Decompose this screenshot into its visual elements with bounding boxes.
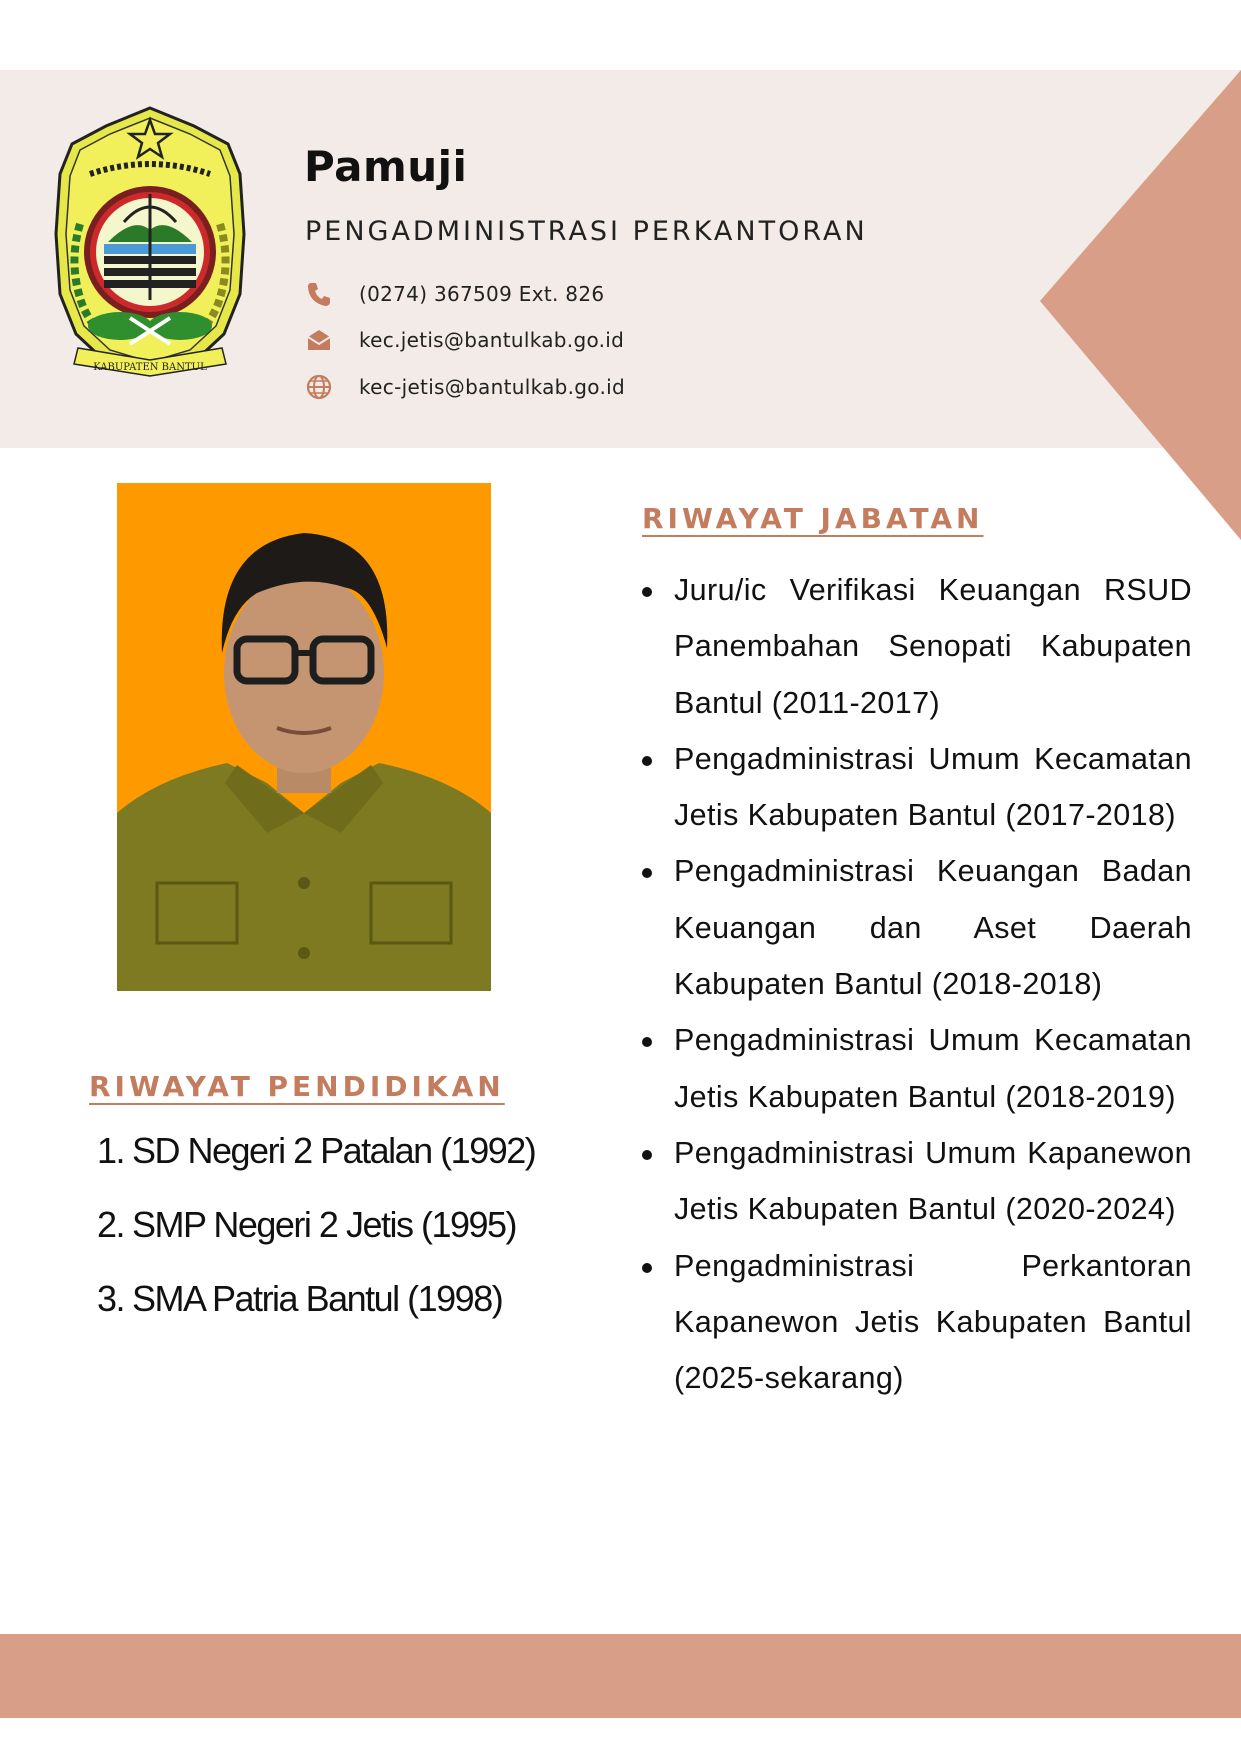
contact-website-text: kec-jetis@bantulkab.go.id: [359, 375, 625, 399]
position-item: Pengadministrasi Umum Kecamatan Jetis Kabupaten Bantul (2017-2018): [638, 731, 1192, 844]
contact-email: [305, 325, 624, 355]
profile-photo: [117, 483, 491, 991]
accent-triangle: [1040, 70, 1241, 540]
education-item: 1. SD Negeri 2 Patalan (1992): [96, 1130, 536, 1171]
position-item: Pengadministrasi Umum Kapanewon Jetis Kabupaten Bantul (2020-2024): [638, 1125, 1192, 1238]
position-item: Juru/ic Verifikasi Keuangan RSUD Panembahan Senopati Kabupaten Bantul (2011-2017): [638, 562, 1192, 731]
globe-icon: [305, 373, 333, 401]
position-item: Pengadministrasi Perkantoran Kapanewon Jetis Kabupaten Bantul (2025-sekarang): [638, 1238, 1192, 1407]
education-heading: RIWAYAT PENDIDIKAN: [89, 1070, 505, 1103]
kabupaten-bantul-emblem: [44, 104, 256, 380]
positions-list: [638, 562, 1192, 1406]
contact-phone: [305, 279, 604, 309]
education-item: 3. SMA Patria Bantul (1998): [96, 1278, 503, 1319]
position-item: Pengadministrasi Keuangan Badan Keuangan dan Aset Daerah Kabupaten Bantul (2018-2018): [638, 843, 1192, 1012]
email-icon: [305, 326, 333, 354]
education-list: [84, 1130, 535, 1352]
positions-heading: RIWAYAT JABATAN: [642, 502, 984, 535]
job-title: PENGADMINISTRASI PERKANTORAN: [305, 216, 868, 247]
position-item: Pengadministrasi Umum Kecamatan Jetis Kabupaten Bantul (2018-2019): [638, 1012, 1192, 1125]
education-item: 2. SMP Negeri 2 Jetis (1995): [96, 1204, 517, 1245]
contact-website: [305, 372, 625, 402]
emblem-banner-text: KABUPATEN BANTUL: [93, 362, 207, 373]
phone-icon: [305, 280, 333, 308]
footer-band: [0, 1634, 1241, 1718]
person-name: Pamuji: [304, 142, 468, 191]
contact-phone-text: (0274) 367509 Ext. 826: [359, 282, 605, 306]
contact-email-text: kec.jetis@bantulkab.go.id: [359, 328, 625, 352]
